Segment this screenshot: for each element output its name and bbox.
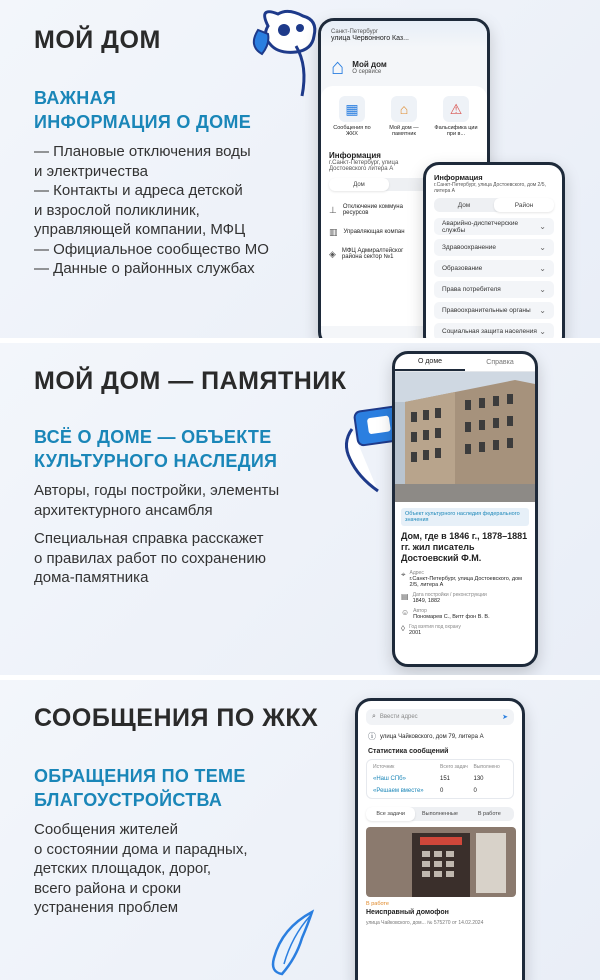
tab-reference[interactable]: Справка xyxy=(486,359,514,366)
list-item[interactable]: Социальная защита населения ⌄ xyxy=(434,323,554,338)
search-input[interactable]: Ввести адрес xyxy=(379,714,418,720)
chevron-down-icon: ⌄ xyxy=(539,243,546,252)
info-address: г.Санкт-Петербург, улица Достоевского, дом 2/5, литера А xyxy=(434,182,546,194)
section-body-2: Специальная справка расскажет о правилах работ по сохранению дома-памятника xyxy=(34,530,266,586)
chevron-down-icon: ⌄ xyxy=(539,222,546,231)
chevron-down-icon: ⌄ xyxy=(539,285,546,294)
chevron-down-icon: ⌄ xyxy=(539,306,546,315)
house-icon: ⌂ xyxy=(331,54,345,79)
info-icon: ⓘ xyxy=(368,732,376,741)
location-pin-icon: ⌖ xyxy=(401,570,406,579)
info-address: г.Санкт-Петербург, улица Достоевского литера А xyxy=(329,160,399,172)
stats-title: Статистика сообщений xyxy=(368,748,449,755)
mfc-icon: ◈ xyxy=(329,248,336,259)
chevron-down-icon: ⌄ xyxy=(539,327,546,336)
list-item[interactable]: Правоохранительные органы ⌄ xyxy=(434,302,554,319)
section-my-home xyxy=(0,0,600,338)
table-row: «Решаем вместе» 0 0 xyxy=(373,788,477,794)
col-total: Всего задач xyxy=(440,764,468,770)
section-subtitle-line1: ВСЁ О ДОМЕ — ОБЪЕКТЕ xyxy=(34,427,272,447)
card-title: Мой дом xyxy=(352,59,387,69)
issue-card[interactable] xyxy=(366,827,514,926)
status-badge: В работе xyxy=(366,901,389,907)
send-icon[interactable]: ➤ xyxy=(502,714,508,721)
phone-messages xyxy=(355,698,525,980)
mascot-tail-icon xyxy=(262,908,322,978)
section-title: СООБЩЕНИЯ ПО ЖКХ xyxy=(34,704,319,732)
list-item[interactable]: Образование ⌄ xyxy=(434,260,554,277)
col-source: Источник xyxy=(373,764,395,770)
chevron-down-icon: ⌄ xyxy=(539,264,546,273)
alert-icon: ⚠ xyxy=(443,96,469,122)
heritage-badge: Объект культурного наследия федерального значения xyxy=(401,508,529,526)
section-subtitle-line2: КУЛЬТУРНОГО НАСЛЕДИЯ xyxy=(34,451,278,471)
intercom-photo xyxy=(366,827,516,897)
building-icon: ▦ xyxy=(339,96,365,122)
section-subtitle-line2: ИНФОРМАЦИЯ О ДОМЕ xyxy=(34,112,252,132)
shield-icon: ◊ xyxy=(401,624,405,633)
tab-home[interactable]: Дом xyxy=(329,178,389,191)
mascot-dog-icon xyxy=(248,6,328,106)
section-messages xyxy=(0,680,600,980)
list-item[interactable]: ⊥ Отключение коммуна ресурсов xyxy=(329,204,403,216)
tile-monument[interactable]: ⌂ Мой дом — памятник xyxy=(381,96,427,137)
section-subtitle-line1: ОБРАЩЕНИЯ ПО ТЕМЕ xyxy=(34,766,246,786)
card-about-link[interactable]: О сервисе xyxy=(352,68,382,75)
divider xyxy=(0,338,600,343)
section-subtitle-line1: ВАЖНАЯ xyxy=(34,88,117,108)
search-bar[interactable] xyxy=(366,709,514,725)
section-title: МОЙ ДОМ xyxy=(34,26,161,54)
divider xyxy=(0,675,600,680)
street-selector[interactable]: улица Червонного Каз... xyxy=(331,35,409,42)
tab-about[interactable]: О доме xyxy=(395,354,465,371)
list-item[interactable]: ▥ Управляющая компан xyxy=(329,226,405,237)
section-title: МОЙ ДОМ — ПАМЯТНИК xyxy=(34,367,347,395)
search-icon: ⌕ xyxy=(372,713,376,720)
building-icon: ▥ xyxy=(329,226,338,237)
list-item[interactable]: Здравоохранение ⌄ xyxy=(434,239,554,256)
info-title: Информация xyxy=(434,173,483,182)
house-title: Дом, где в 1846 г., 1878–1881 гг. жил писатель Достоевский Ф.М. xyxy=(401,531,528,563)
issue-meta: улица Чайковского, дом... № 575270 от 14.02.2024 xyxy=(366,920,484,926)
list-item[interactable]: ◈ МФЦ Адмиралтейског района сектор №1 xyxy=(329,248,404,260)
section-body: — Плановые отключения воды и электричества — Контакты и адреса детской и взрослой поликлиник, управляющей компании, МФЦ — Официальное сообщество МО — Данные о районных службах xyxy=(34,143,269,277)
tab-all-tasks[interactable]: Все задачи xyxy=(366,807,415,821)
info-title: Информация xyxy=(329,151,381,160)
section-subtitle-line2: БЛАГОУСТРОЙСТВА xyxy=(34,790,223,810)
section-body: Сообщения жителей о состоянии дома и парадных, детских площадок, дорог, всего района и сроки устранения проблем xyxy=(34,821,248,916)
tab-district[interactable]: Район xyxy=(494,198,554,212)
tab-home[interactable]: Дом xyxy=(457,201,471,209)
faucet-icon: ⊥ xyxy=(329,204,337,215)
calendar-icon: ▤ xyxy=(401,592,409,601)
tab-in-progress[interactable]: В работе xyxy=(477,811,501,817)
tile-messages[interactable]: ▦ Сообщения по ЖКХ xyxy=(329,96,375,137)
phone-information xyxy=(423,162,565,338)
list-item[interactable]: Права потребителя ⌄ xyxy=(434,281,554,298)
col-done: Выполнено xyxy=(473,764,500,770)
section-monument xyxy=(0,343,600,675)
table-row: «Наш СПб» 151 130 xyxy=(373,776,484,782)
city-label: Санкт-Петербург xyxy=(331,29,379,35)
section-body-1: Авторы, годы постройки, элементы архитектурного ансамбля xyxy=(34,482,280,519)
tile-falsification[interactable]: ⚠ Фальсифика ции при в... xyxy=(433,96,479,137)
tab-completed[interactable]: Выполненные xyxy=(422,811,458,817)
person-icon: ☺ xyxy=(401,608,410,617)
issue-title: Неисправный домофон xyxy=(366,909,449,916)
building-photo xyxy=(395,372,535,502)
phone-monument: О доме Справка Объект культурного наследия федерального значения Дом, где в 1846 г., 1878–1881 гг. жил писатель Достоевский Ф.М. ⌖ Адрес г.Санкт-Петербург, улица Достоевского, дом 2/5, литера А ▤ Дата постройки / реконструкции 1849, 1882 ☺ Автор Пономарев С., Витт фон В. В. ◊ Год взятия под охрану 2001 xyxy=(392,351,538,667)
address-label: улица Чайковского, дом 79, литера А xyxy=(380,733,484,740)
list-item[interactable]: Аварийно-диспетчерские службы ⌄ xyxy=(434,218,554,235)
home-icon: ⌂ xyxy=(391,96,417,122)
